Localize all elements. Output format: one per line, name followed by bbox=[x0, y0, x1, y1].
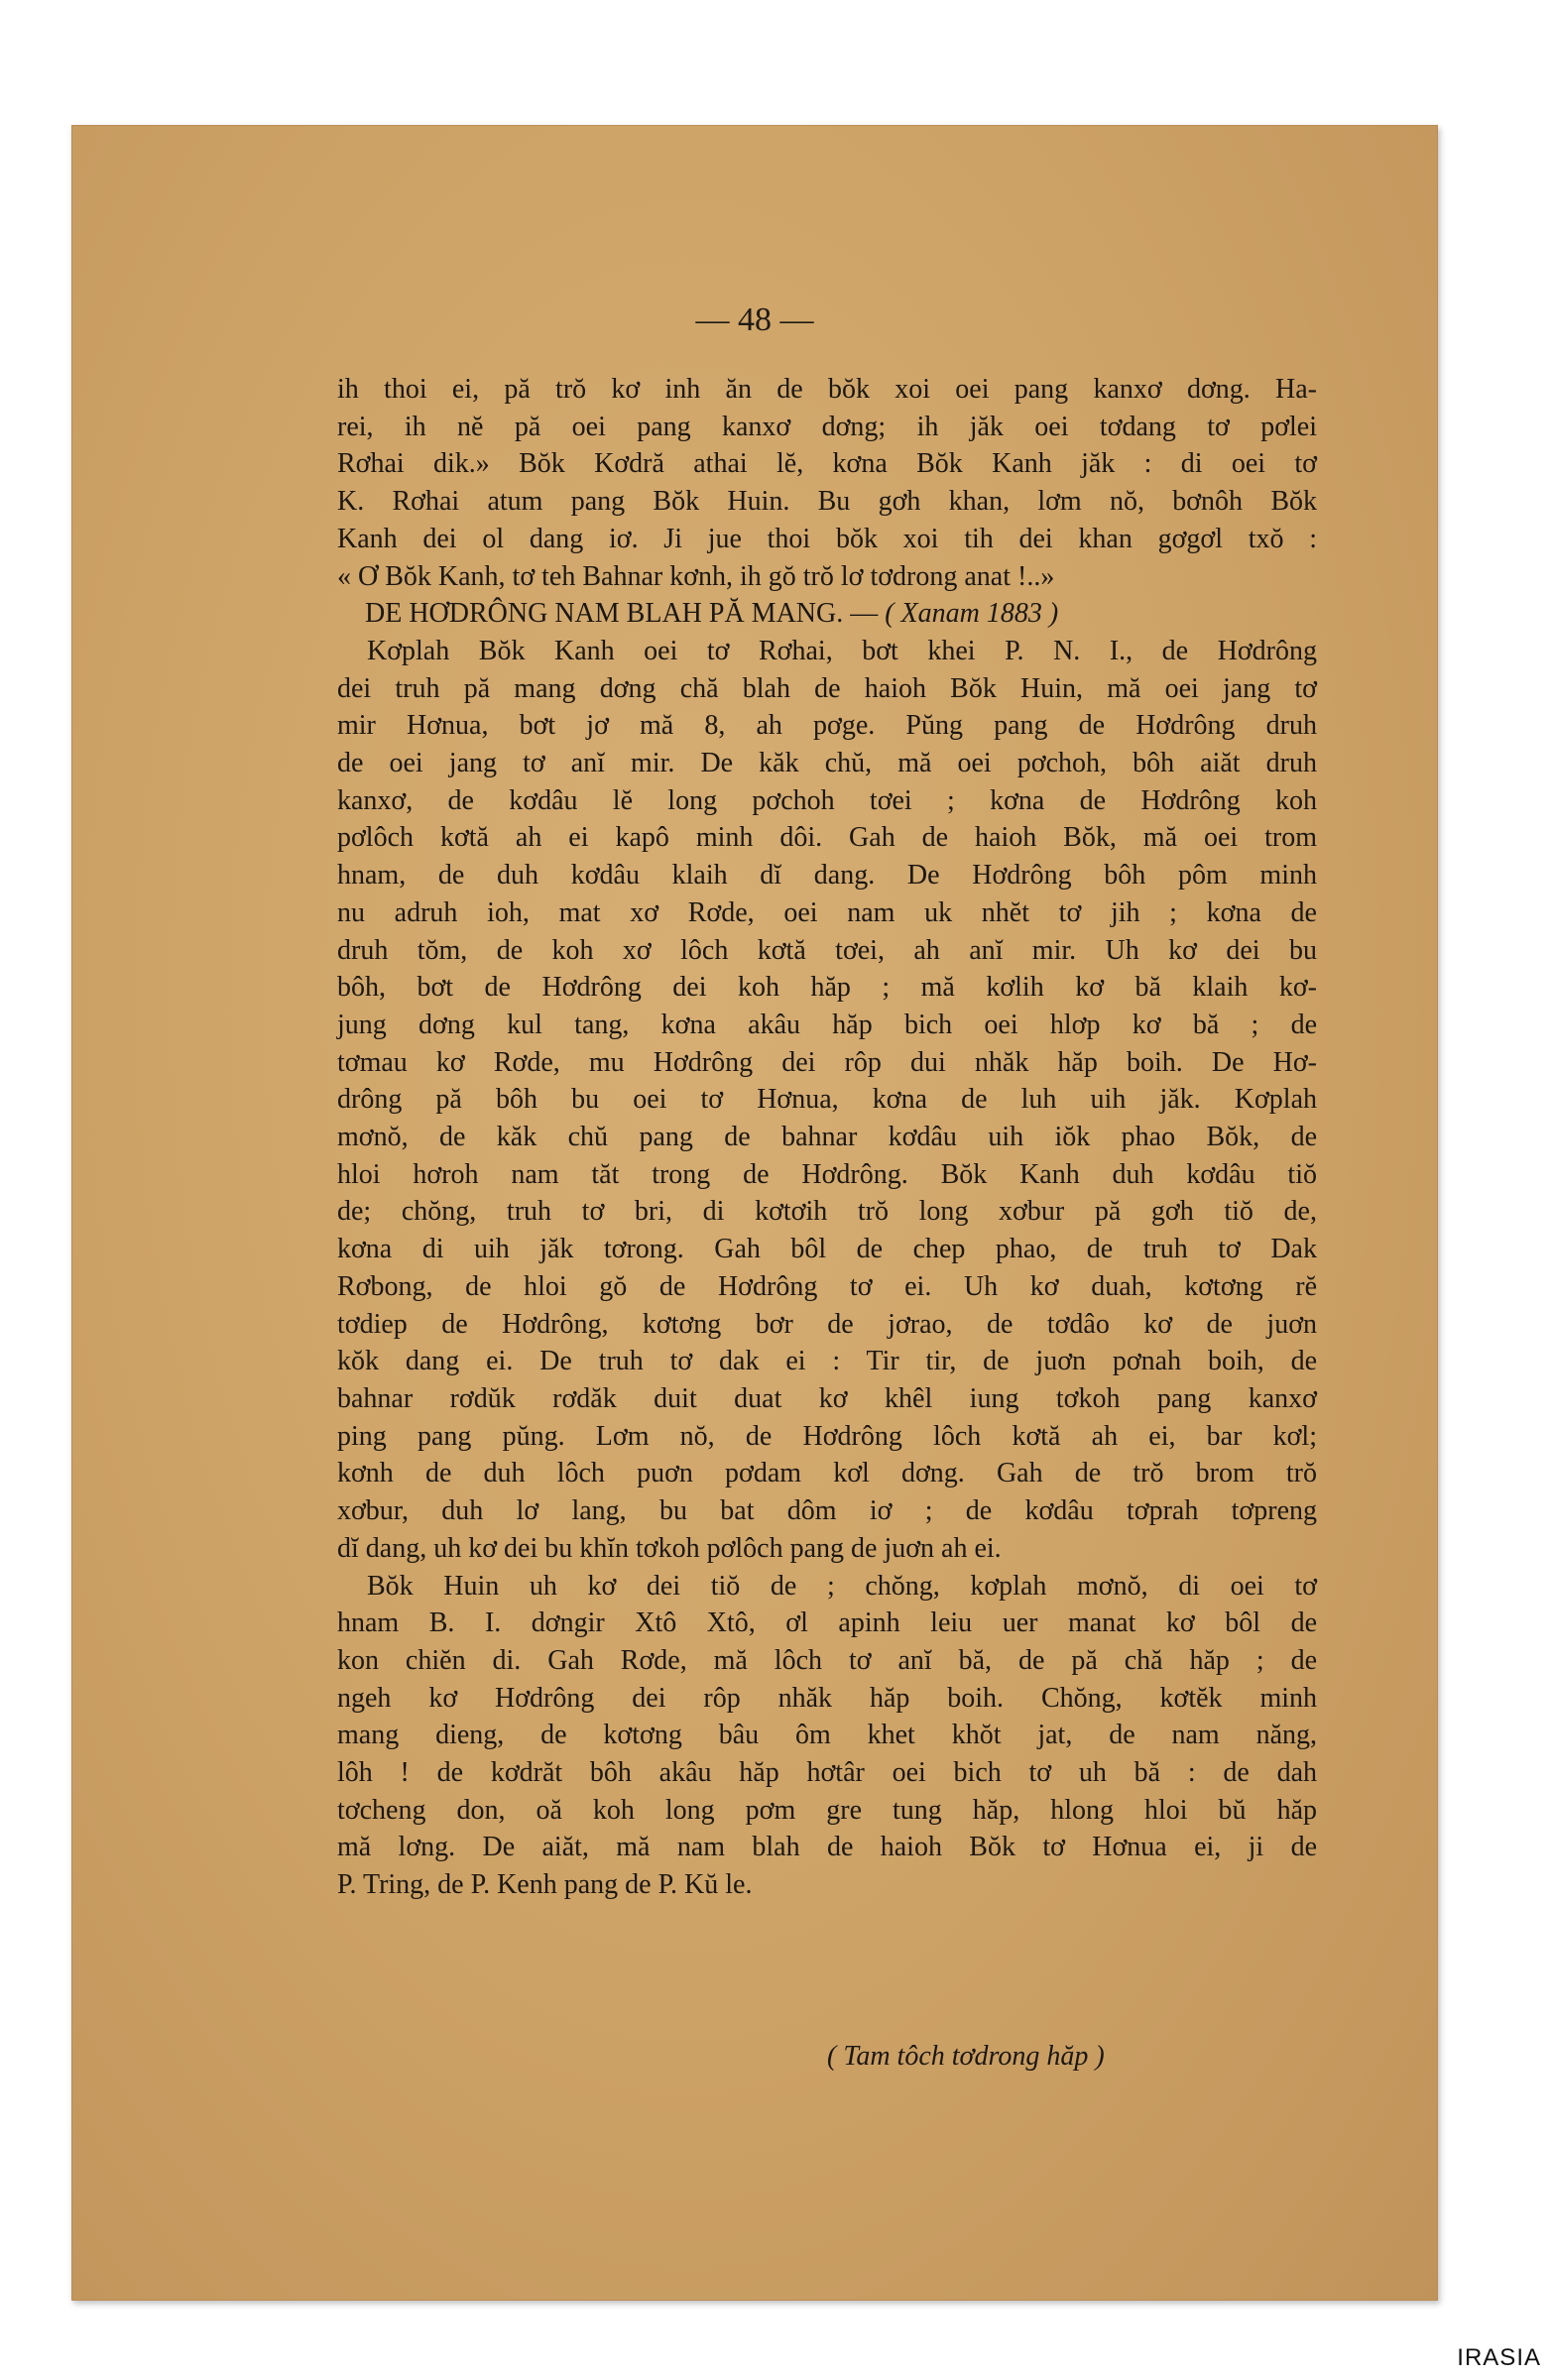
text-line: kŏk dang ei. De truh tơ dak ei : Tir tir, de juơn pơnah boih, de bbox=[337, 1346, 1317, 1377]
text-line: kơnh de duh lôch puơn pơdam kơl dơng. Gah de trŏ brom trŏ bbox=[337, 1458, 1317, 1489]
text-line: hnam B. I. dơngir Xtô Xtô, ơl apinh leiu uer manat kơ bôl de bbox=[337, 1607, 1317, 1639]
text-line: hnam, de duh kơdâu klaih dĭ dang. De Hơdrông bôh pôm minh bbox=[337, 860, 1317, 892]
section-heading-title: DE HƠDRÔNG NAM BLAH PĂ MANG. — bbox=[365, 598, 886, 630]
text-line: ping pang pŭng. Lơm nŏ, de Hơdrông lôch kơtă ah ei, bar kơl; bbox=[337, 1420, 1317, 1452]
text-line: drông pă bôh bu oei tơ Hơnua, kơna de luh uih jăk. Kơplah bbox=[337, 1084, 1317, 1116]
text-line: mơnŏ, de kăk chŭ pang de bahnar kơdâu uih iŏk phao Bŏk, de bbox=[337, 1122, 1317, 1153]
text-line: Bŏk Huin uh kơ dei tiŏ de ; chŏng, kơplah mơnŏ, di oei tơ bbox=[367, 1570, 1317, 1602]
text-line: tơmau kơ Rơde, mu Hơdrông dei rôp dui nhăk hăp boih. De Hơ- bbox=[337, 1046, 1317, 1078]
text-line: bôh, bơt de Hơdrông dei koh hăp ; mă kơlih kơ bă klaih kơ- bbox=[337, 972, 1317, 1004]
text-line: tơdiep de Hơdrông, kơtơng bơr de jơrao, de tơdâo kơ de juơn bbox=[337, 1308, 1317, 1340]
text-line: pơlôch kơtă ah ei kapô minh dôi. Gah de haioh Bŏk, mă oei trom bbox=[337, 822, 1317, 854]
text-line: ih thoi ei, pă trŏ kơ inh ăn de bŏk xoi oei pang kanxơ dơng. Ha- bbox=[337, 374, 1317, 405]
text-line: rei, ih nĕ pă oei pang kanxơ dơng; ih jăk oei tơdang tơ pơlei bbox=[337, 411, 1317, 442]
text-line: kanxơ, de kơdâu lĕ long pơchoh tơei ; kơna de Hơdrông koh bbox=[337, 784, 1317, 816]
text-line: kơna di uih jăk tơrong. Gah bôl de chep phao, de truh tơ Dak bbox=[337, 1234, 1317, 1265]
book-page bbox=[71, 125, 1438, 2301]
text-line: druh tŏm, de koh xơ lôch kơtă tơei, ah anĭ mir. Uh kơ dei bu bbox=[337, 934, 1317, 966]
text-line: Rơbong, de hloi gŏ de Hơdrông tơ ei. Uh kơ duah, kơtơng rĕ bbox=[337, 1270, 1317, 1302]
text-line: ngeh kơ Hơdrông dei rôp nhăk hăp boih. Chŏng, kơtĕk minh bbox=[337, 1682, 1317, 1714]
text-line: tơcheng don, oă koh long pơm gre tung hăp, hlong hloi bŭ hăp bbox=[337, 1794, 1317, 1826]
body-text bbox=[337, 371, 1317, 1904]
text-line: bahnar rơdŭk rơdăk duit duat kơ khêl iung tơkoh pang kanxơ bbox=[337, 1382, 1317, 1414]
text-line: P. Tring, de P. Kenh pang de P. Kŭ le. bbox=[337, 1869, 753, 1901]
page-number: — 48 — bbox=[695, 301, 814, 338]
text-line: xơbur, duh lơ lang, bu bat dôm iơ ; de kơdâu tơprah tơpreng bbox=[337, 1495, 1317, 1527]
text-line: jung dơng kul tang, kơna akâu hăp bich oei hlơp kơ bă ; de bbox=[337, 1009, 1317, 1040]
section-heading bbox=[337, 595, 1317, 633]
section-heading-date: ( Xanam 1883 ) bbox=[885, 598, 1059, 630]
text-line: K. Rơhai atum pang Bŏk Huin. Bu gơh khan, lơm nŏ, bơnôh Bŏk bbox=[337, 486, 1317, 518]
text-line: hloi hơroh nam tăt trong de Hơdrông. Bŏk Kanh duh kơdâu tiŏ bbox=[337, 1158, 1317, 1190]
text-line: dei truh pă mang dơng chă blah de haioh Bŏk Huin, mă oei jang tơ bbox=[337, 672, 1317, 704]
text-line: kon chiĕn di. Gah Rơde, mă lôch tơ anĭ bă, de pă chă hăp ; de bbox=[337, 1644, 1317, 1676]
text-line: de; chŏng, truh tơ bri, di kơtơih trŏ long xơbur pă gơh tiŏ de, bbox=[337, 1196, 1317, 1228]
text-line: dĭ dang, uh kơ dei bu khĭn tơkoh pơlôch pang de juơn ah ei. bbox=[337, 1532, 1002, 1564]
closing-note: ( Tam tôch tơdrong hăp ) bbox=[827, 2041, 1105, 2072]
text-line: « Ơ Bŏk Kanh, tơ teh Bahnar kơnh, ih gŏ trŏ lơ tơdrong anat !..» bbox=[337, 560, 1055, 592]
text-line: Kanh dei ol dang iơ. Ji jue thoi bŏk xoi tih dei khan gơgơl txŏ : bbox=[337, 523, 1317, 554]
watermark: IRASIA bbox=[1457, 2344, 1541, 2371]
text-line: Kơplah Bŏk Kanh oei tơ Rơhai, bơt khei P. N. I., de Hơdrông bbox=[367, 635, 1317, 666]
text-line: nu adruh ioh, mat xơ Rơde, oei nam uk nhĕt tơ jih ; kơna de bbox=[337, 896, 1317, 928]
text-line: lôh ! de kơdrăt bôh akâu hăp hơtâr oei bich tơ uh bă : de dah bbox=[337, 1757, 1317, 1789]
text-line: mang dieng, de kơtơng bâu ôm khet khŏt jat, de nam năng, bbox=[337, 1720, 1317, 1751]
text-line: Rơhai dik.» Bŏk Kơdră athai lĕ, kơna Bŏk Kanh jăk : di oei tơ bbox=[337, 448, 1317, 480]
text-line: mir Hơnua, bơt jơ mă 8, ah pơge. Pŭng pang de Hơdrông druh bbox=[337, 710, 1317, 742]
text-line: de oei jang tơ anĭ mir. De kăk chŭ, mă oei pơchoh, bôh aiăt druh bbox=[337, 748, 1317, 779]
text-line: mă lơng. De aiăt, mă nam blah de haioh Bŏk tơ Hơnua ei, ji de bbox=[337, 1832, 1317, 1863]
